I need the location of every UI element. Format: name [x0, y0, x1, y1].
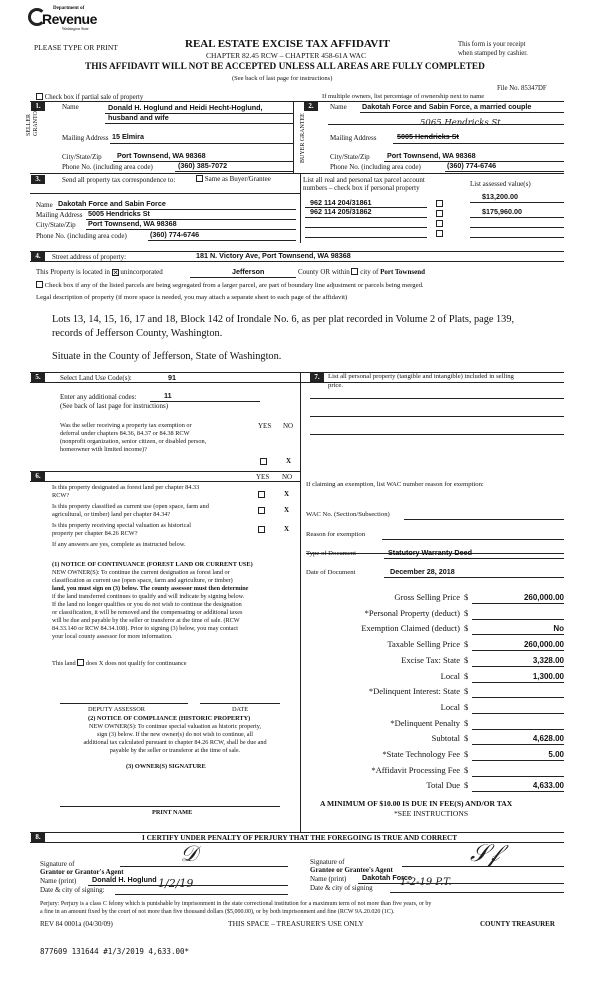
grantor-sig-label-2: Grantor or Grantor's Agent: [40, 868, 124, 876]
situate: Situate in the County of Jefferson, State of Washington.: [52, 351, 282, 362]
forest-q1: Is this property designated as forest land per chapter 84.33: [52, 484, 200, 491]
section-7-number: 7.: [310, 373, 324, 382]
grantor-date-label: Date & city of signing:: [40, 886, 105, 894]
exemption-q4: homeowner with limited income)?: [60, 446, 147, 453]
calc-value[interactable]: 5.00: [472, 750, 564, 761]
logo-dept: Department of: [53, 6, 85, 11]
dor-logo: [28, 6, 108, 36]
exemption-q2: deferral under chapters 84.36, 84.37 or 84.38 RCW: [60, 430, 190, 437]
notice1-body: [52, 569, 298, 641]
buyer-city-label: City/State/Zip: [330, 153, 370, 161]
land-use-label: Select Land Use Code(s):: [60, 374, 132, 382]
calc-value[interactable]: [472, 719, 564, 730]
tax-corr-mailing: 5005 Hendricks St: [88, 209, 150, 218]
logo-name: Revenue: [42, 11, 97, 27]
this-land-row: [52, 659, 187, 667]
file-number: File No. 85347DF: [497, 85, 547, 92]
county-or-within: County OR within: [298, 268, 350, 276]
parcel-2-value: $175,960.00: [482, 207, 522, 216]
grantee-date: 1-2-19 P.T.: [400, 877, 452, 888]
reason-label: Reason for exemption: [306, 531, 366, 538]
cashier-stamp: 877609 131644 #1/3/2019 4,633.00*: [40, 947, 190, 956]
calc-dollar-sign: $: [464, 717, 469, 728]
county-treasurer: COUNTY TREASURER: [480, 920, 555, 928]
calc-dollar-sign: $: [464, 670, 469, 681]
calc-dollar-sign: $: [464, 733, 469, 744]
seller-phone: (360) 385-7072: [178, 161, 228, 170]
exemption-q3: (nonprofit organization, senior citizen, or disabled person,: [60, 438, 207, 445]
calc-value[interactable]: 3,328.00: [472, 656, 564, 667]
notice1-line: 84.33.140 or RCW 84.34.108). Prior to signing (3) below, you may contact: [52, 625, 238, 632]
calc-label: *State Technology Fee: [382, 749, 460, 759]
calc-value[interactable]: 260,000.00: [472, 593, 564, 604]
print-name-label: PRINT NAME: [152, 809, 193, 816]
parcel-2-number: 962 114 205/31862: [310, 207, 372, 216]
tax-corr-phone-label: Phone No. (including area code): [36, 232, 127, 240]
seller-side-label: SELLER GRANTOR: [26, 107, 39, 136]
section-4-number: 4.: [31, 252, 45, 261]
historic-q3: Is this property receiving special valuation as historical: [52, 522, 192, 529]
personal-property-label-2: price.: [328, 382, 344, 389]
county-label: [298, 268, 425, 276]
calc-label: *Personal Property (deduct): [364, 607, 460, 618]
notice1-line: or classification, it will be removed and the compensating or additional taxes: [52, 609, 243, 616]
grantee-name-label: Name (print): [310, 875, 347, 883]
same-as-buyer: [196, 175, 271, 183]
buyer-side-label: BUYER GRANTEE: [300, 113, 306, 163]
grantor-date: 1/2/19: [158, 877, 194, 890]
notice1-line: if the land transferred continues to qualify and will indicate by signing below.: [52, 593, 245, 600]
minimum-due: A MINIMUM OF $10.00 IS DUE IN FEE(S) AND/OR TAX: [320, 799, 513, 808]
buyer-city: Port Townsend, WA 98368: [387, 151, 476, 160]
same-as-buyer-label: Same as Buyer/Grantee: [204, 175, 271, 183]
grantee-sig-label-1: Signature of: [310, 858, 345, 866]
calc-dollar-sign: $: [464, 607, 469, 618]
street-address: 181 N. Victory Ave, Port Townsend, WA 98368: [196, 251, 351, 260]
notice1-line: your local county assessor for more information.: [52, 633, 173, 640]
doc-type-label: Type of Document: [306, 550, 357, 557]
doc-type: Statutory Warranty Deed: [388, 548, 473, 557]
calc-label: Total Due: [426, 780, 460, 791]
calc-label: Gross Selling Price: [394, 592, 460, 602]
calc-value[interactable]: 4,633.00: [472, 781, 564, 792]
legal-description-1: Lots 13, 14, 15, 16, 17 and 18, Block 142 of Irondale No. 6, as per plat recorded in Volume 2 of Plats, page 139,: [52, 314, 515, 325]
revision: REV 84 0001a (04/30/09): [40, 920, 113, 928]
notice1-title: (1) NOTICE OF CONTINUANCE (FOREST LAND OR CURRENT USE): [52, 561, 253, 568]
land-use-code: 91: [168, 373, 176, 382]
notice1-line: If the land no longer qualifies or you do not wish to continue the designation: [52, 601, 242, 608]
exemption-no-mark: X: [286, 457, 292, 465]
calc-label: Excise Tax: State: [401, 654, 460, 665]
calc-dollar-sign: $: [464, 701, 469, 712]
wac-number-label: WAC No. (Section/Subsection): [306, 511, 390, 518]
calc-dollar-sign: $: [464, 623, 469, 634]
calc-label: Local: [440, 670, 460, 681]
located-row: [36, 268, 163, 276]
notice1-line: land, you must sign on (3) below. The county assessor must then determine: [52, 585, 249, 592]
perjury-line-1: Perjury: Perjury is a class C felony which is punishable by imprisonment in the state correctional institution for a maximum term of not more than five years, or by: [40, 901, 432, 907]
partial-sale-label: Check box if partial sale of property: [44, 94, 144, 101]
legal-label: Legal description of property (if more space is needed, you may attach a separate sheet to each page of the affidavit): [36, 294, 348, 301]
sec5-no: NO: [283, 422, 294, 430]
see-instructions: *SEE INSTRUCTIONS: [394, 809, 469, 818]
sec5-yes: YES: [258, 422, 272, 430]
sec6-yes: YES: [256, 473, 270, 481]
calc-value[interactable]: [472, 703, 564, 714]
form-warning: THIS AFFIDAVIT WILL NOT BE ACCEPTED UNLESS ALL AREAS ARE FULLY COMPLETED: [85, 62, 485, 72]
tax-corr-mailing-label: Mailing Address: [36, 211, 83, 219]
calc-dollar-sign: $: [464, 780, 469, 791]
tax-corr-label: Send all property tax correspondence to:: [62, 176, 176, 184]
deputy-date-label: DATE: [232, 706, 249, 713]
section-8-number: 8.: [31, 833, 45, 842]
sec6-no: NO: [282, 473, 293, 481]
forest-q1b: RCW?: [52, 492, 70, 499]
doc-date-label: Date of Document: [306, 569, 356, 576]
legal-description-2: records of Jefferson County, Washington.: [52, 328, 223, 339]
calc-value[interactable]: 1,300.00: [472, 672, 564, 683]
seller-mailing-label: Mailing Address: [62, 134, 109, 142]
exemption-yes-checkbox[interactable]: [260, 458, 267, 465]
receipt-note-2: when stamped by cashier.: [458, 50, 528, 57]
personal-property-label-1: List all personal property (tangible and intangible) included in selling: [328, 373, 514, 380]
additional-codes: 11: [164, 391, 172, 400]
calc-dollar-sign: $: [464, 764, 469, 775]
parcel-1-number: 962 114 204/31861: [310, 198, 372, 207]
parcels-header-1: List all real and personal tax parcel account: [303, 176, 425, 184]
exemption-wac-label: If claiming an exemption, list WAC number reason for exemption:: [306, 481, 484, 488]
calc-value[interactable]: 4,628.00: [472, 734, 564, 745]
street-label: Street address of property:: [52, 253, 127, 261]
notice1-line: classification as current use (open space, farm and agriculture, or timber): [52, 577, 233, 584]
calc-dollar-sign: $: [464, 592, 469, 602]
parcel-1-value: $13,200.00: [482, 192, 518, 201]
additional-codes-label: Enter any additional codes:: [60, 393, 137, 401]
city-name: Port Townsend: [380, 268, 425, 276]
grantor-name-label: Name (print): [40, 877, 77, 885]
grantor-sig-label-1: Signature of: [40, 860, 75, 868]
grantor-signature: 𝒟: [180, 842, 198, 867]
parcel-3-checkbox[interactable]: [436, 220, 443, 227]
calc-label: Subtotal: [431, 733, 460, 744]
buyer-name: Dakotah Force and Sabin Force, a married couple: [362, 102, 532, 111]
form-title: REAL ESTATE EXCISE TAX AFFIDAVIT: [185, 38, 390, 50]
segregated-checkbox[interactable]: [36, 281, 43, 288]
notice1-line: NEW OWNER(S): To continue the current designation as forest land or: [52, 569, 230, 576]
does-qualify-checkbox[interactable]: [77, 659, 84, 666]
buyer-phone: (360) 774-6746: [447, 161, 497, 170]
historic-q3b: property per chapter 84.26 RCW?: [52, 530, 138, 537]
unincorporated-checkbox[interactable]: ✕: [112, 269, 119, 277]
parcel-1-checkbox[interactable]: [436, 200, 443, 207]
current-use-q2b: agricultural, or timber) land per chapter 84.34?: [52, 511, 171, 518]
notice2-body: [52, 723, 298, 755]
historic-no-mark: X: [284, 525, 290, 533]
buyer-name-label: Name: [330, 103, 347, 111]
county-name: Jefferson: [232, 267, 265, 276]
multiple-owners-note: If multiple owners, list percentage of ownership next to name: [322, 93, 485, 100]
assessed-label: List assessed value(s): [470, 180, 531, 188]
segregated-label: Check box if any of the listed parcels are being segregated from a larger parcel, are part of boundary line adjustment or parcels being merged.: [44, 282, 424, 289]
calc-value[interactable]: 260,000.00: [472, 640, 564, 651]
calc-value[interactable]: [472, 609, 564, 620]
forest-yes-checkbox[interactable]: [258, 491, 265, 498]
section-6-number: 6.: [31, 472, 45, 481]
buyer-mailing-struck: 5005 Hendricks St: [397, 132, 459, 141]
seller-mailing: 15 Elmira: [112, 132, 144, 141]
qualify-label: does X does not qualify for continuance: [85, 660, 187, 667]
grantee-signature: 𝒮𝒻: [470, 839, 500, 867]
calc-value[interactable]: [472, 766, 564, 777]
owner-signature-label: (3) OWNER(S) SIGNATURE: [126, 763, 206, 770]
calc-label: *Affidavit Processing Fee: [371, 764, 460, 775]
buyer-phone-label: Phone No. (including area code): [330, 163, 421, 171]
grantor-name: Donald H. Hoglund: [92, 875, 157, 884]
current-use-no-mark: X: [284, 506, 290, 514]
perjury-line-2: a fine in an amount fixed by the court of not more than five thousand dollars ($5,000.00), or by both imprisonment and fine (RCW 9A.20.020 (1C).: [40, 909, 395, 915]
parcel-4-checkbox[interactable]: [436, 230, 443, 237]
same-as-buyer-checkbox[interactable]: [196, 175, 203, 182]
city-of-label: city of: [360, 268, 379, 276]
located-prefix: This Property is located in: [36, 268, 110, 276]
doc-date: December 28, 2018: [390, 567, 455, 576]
section-5-number: 5.: [31, 373, 45, 382]
grantee-date-label: Date & city of signing: [310, 884, 373, 892]
forest-no-mark: X: [284, 490, 290, 498]
notice2-line: additional tax calculated pursuant to chapter 84.26 RCW, shall be due and: [83, 739, 267, 746]
notice2-line: payable by the seller or transferor at the time of sale.: [109, 747, 241, 754]
segregated-row: [36, 281, 424, 290]
seller-city-label: City/State/Zip: [62, 153, 102, 161]
calc-label: Exemption Claimed (deduct): [361, 623, 460, 634]
grantee-sig-label-2: Grantee or Grantee's Agent: [310, 866, 393, 874]
buyer-mailing-label: Mailing Address: [330, 134, 377, 142]
treasurer-use: THIS SPACE – TREASURER'S USE ONLY: [228, 919, 364, 928]
calc-label: Local: [440, 701, 460, 712]
form-chapter: CHAPTER 82.45 RCW – CHAPTER 458-61A WAC: [206, 51, 366, 60]
calc-label: *Delinquent Interest: State: [368, 686, 460, 697]
see-back-note: (See back of last page for instructions): [60, 402, 169, 410]
seller-name-label: Name: [62, 103, 79, 111]
exemption-q1: Was the seller receiving a property tax exemption or: [60, 422, 192, 429]
tax-corr-phone: (360) 774-6746: [150, 230, 200, 239]
parcel-2-checkbox[interactable]: [436, 210, 443, 217]
tax-corr-name-label: Name: [36, 201, 53, 209]
deputy-assessor-label: DEPUTY ASSESSOR: [88, 706, 145, 713]
if-yes-note: If any answers are yes, complete as instructed below.: [52, 541, 186, 548]
calc-value[interactable]: [472, 687, 564, 698]
notice2-line: sign (3) below. If the new owner(s) do not wish to continue, all: [97, 731, 253, 738]
logo-state: Washington State: [62, 27, 89, 31]
tax-corr-name: Dakotah Force and Sabin Force: [58, 199, 166, 208]
seller-name-line1: Donald H. Hoglund and Heidi Hecht-Hoglund,: [108, 103, 263, 112]
seller-name-line2: husband and wife: [108, 113, 169, 122]
calc-value[interactable]: No: [472, 624, 564, 635]
certify-statement: I CERTIFY UNDER PENALTY OF PERJURY THAT THE FOREGOING IS TRUE AND CORRECT: [142, 834, 457, 842]
calc-dollar-sign: $: [464, 654, 469, 665]
instructions-note: (See back of last page for instructions): [232, 75, 333, 82]
calc-label: *Delinquent Penalty: [390, 717, 460, 728]
notice2-line: NEW OWNER(S): To continue special valuation as historic property,: [89, 723, 261, 730]
calc-dollar-sign: $: [464, 686, 469, 697]
current-use-yes-checkbox[interactable]: [258, 507, 265, 514]
notice1-line: will be due and payable by the seller or transferor at the time of sale. (RCW: [52, 617, 240, 624]
seller-city: Port Townsend, WA 98368: [117, 151, 206, 160]
grantee-name: Dakotah Force: [362, 873, 412, 882]
tax-corr-city: Port Townsend, WA 98368: [88, 219, 177, 228]
calc-dollar-sign: $: [464, 639, 469, 650]
seller-phone-label: Phone No. (including area code): [62, 163, 153, 171]
calc-label: Taxable Selling Price: [387, 639, 460, 650]
current-use-q2: Is this property classified as current use (open space, farm and: [52, 503, 209, 510]
section-3-number: 3.: [31, 175, 45, 184]
parcels-header-2: numbers – check box if personal property: [303, 184, 420, 192]
section-2-number: 2.: [304, 102, 318, 111]
notice2-title: (2) NOTICE OF COMPLIANCE (HISTORIC PROPERTY): [88, 715, 251, 722]
within-city-checkbox[interactable]: [351, 268, 358, 275]
tax-corr-city-label: City/State/Zip: [36, 221, 76, 229]
historic-yes-checkbox[interactable]: [258, 526, 265, 533]
receipt-note-1: This form is your receipt: [458, 41, 526, 48]
buyer-mailing-handwritten: 5065 Hendricks St.: [420, 118, 504, 128]
this-land-label: This land: [52, 660, 76, 667]
please-type: PLEASE TYPE OR PRINT: [34, 43, 118, 52]
section-1-number: 1.: [31, 102, 45, 111]
unincorporated-label: unincorporated: [120, 268, 163, 276]
calc-dollar-sign: $: [464, 749, 469, 759]
